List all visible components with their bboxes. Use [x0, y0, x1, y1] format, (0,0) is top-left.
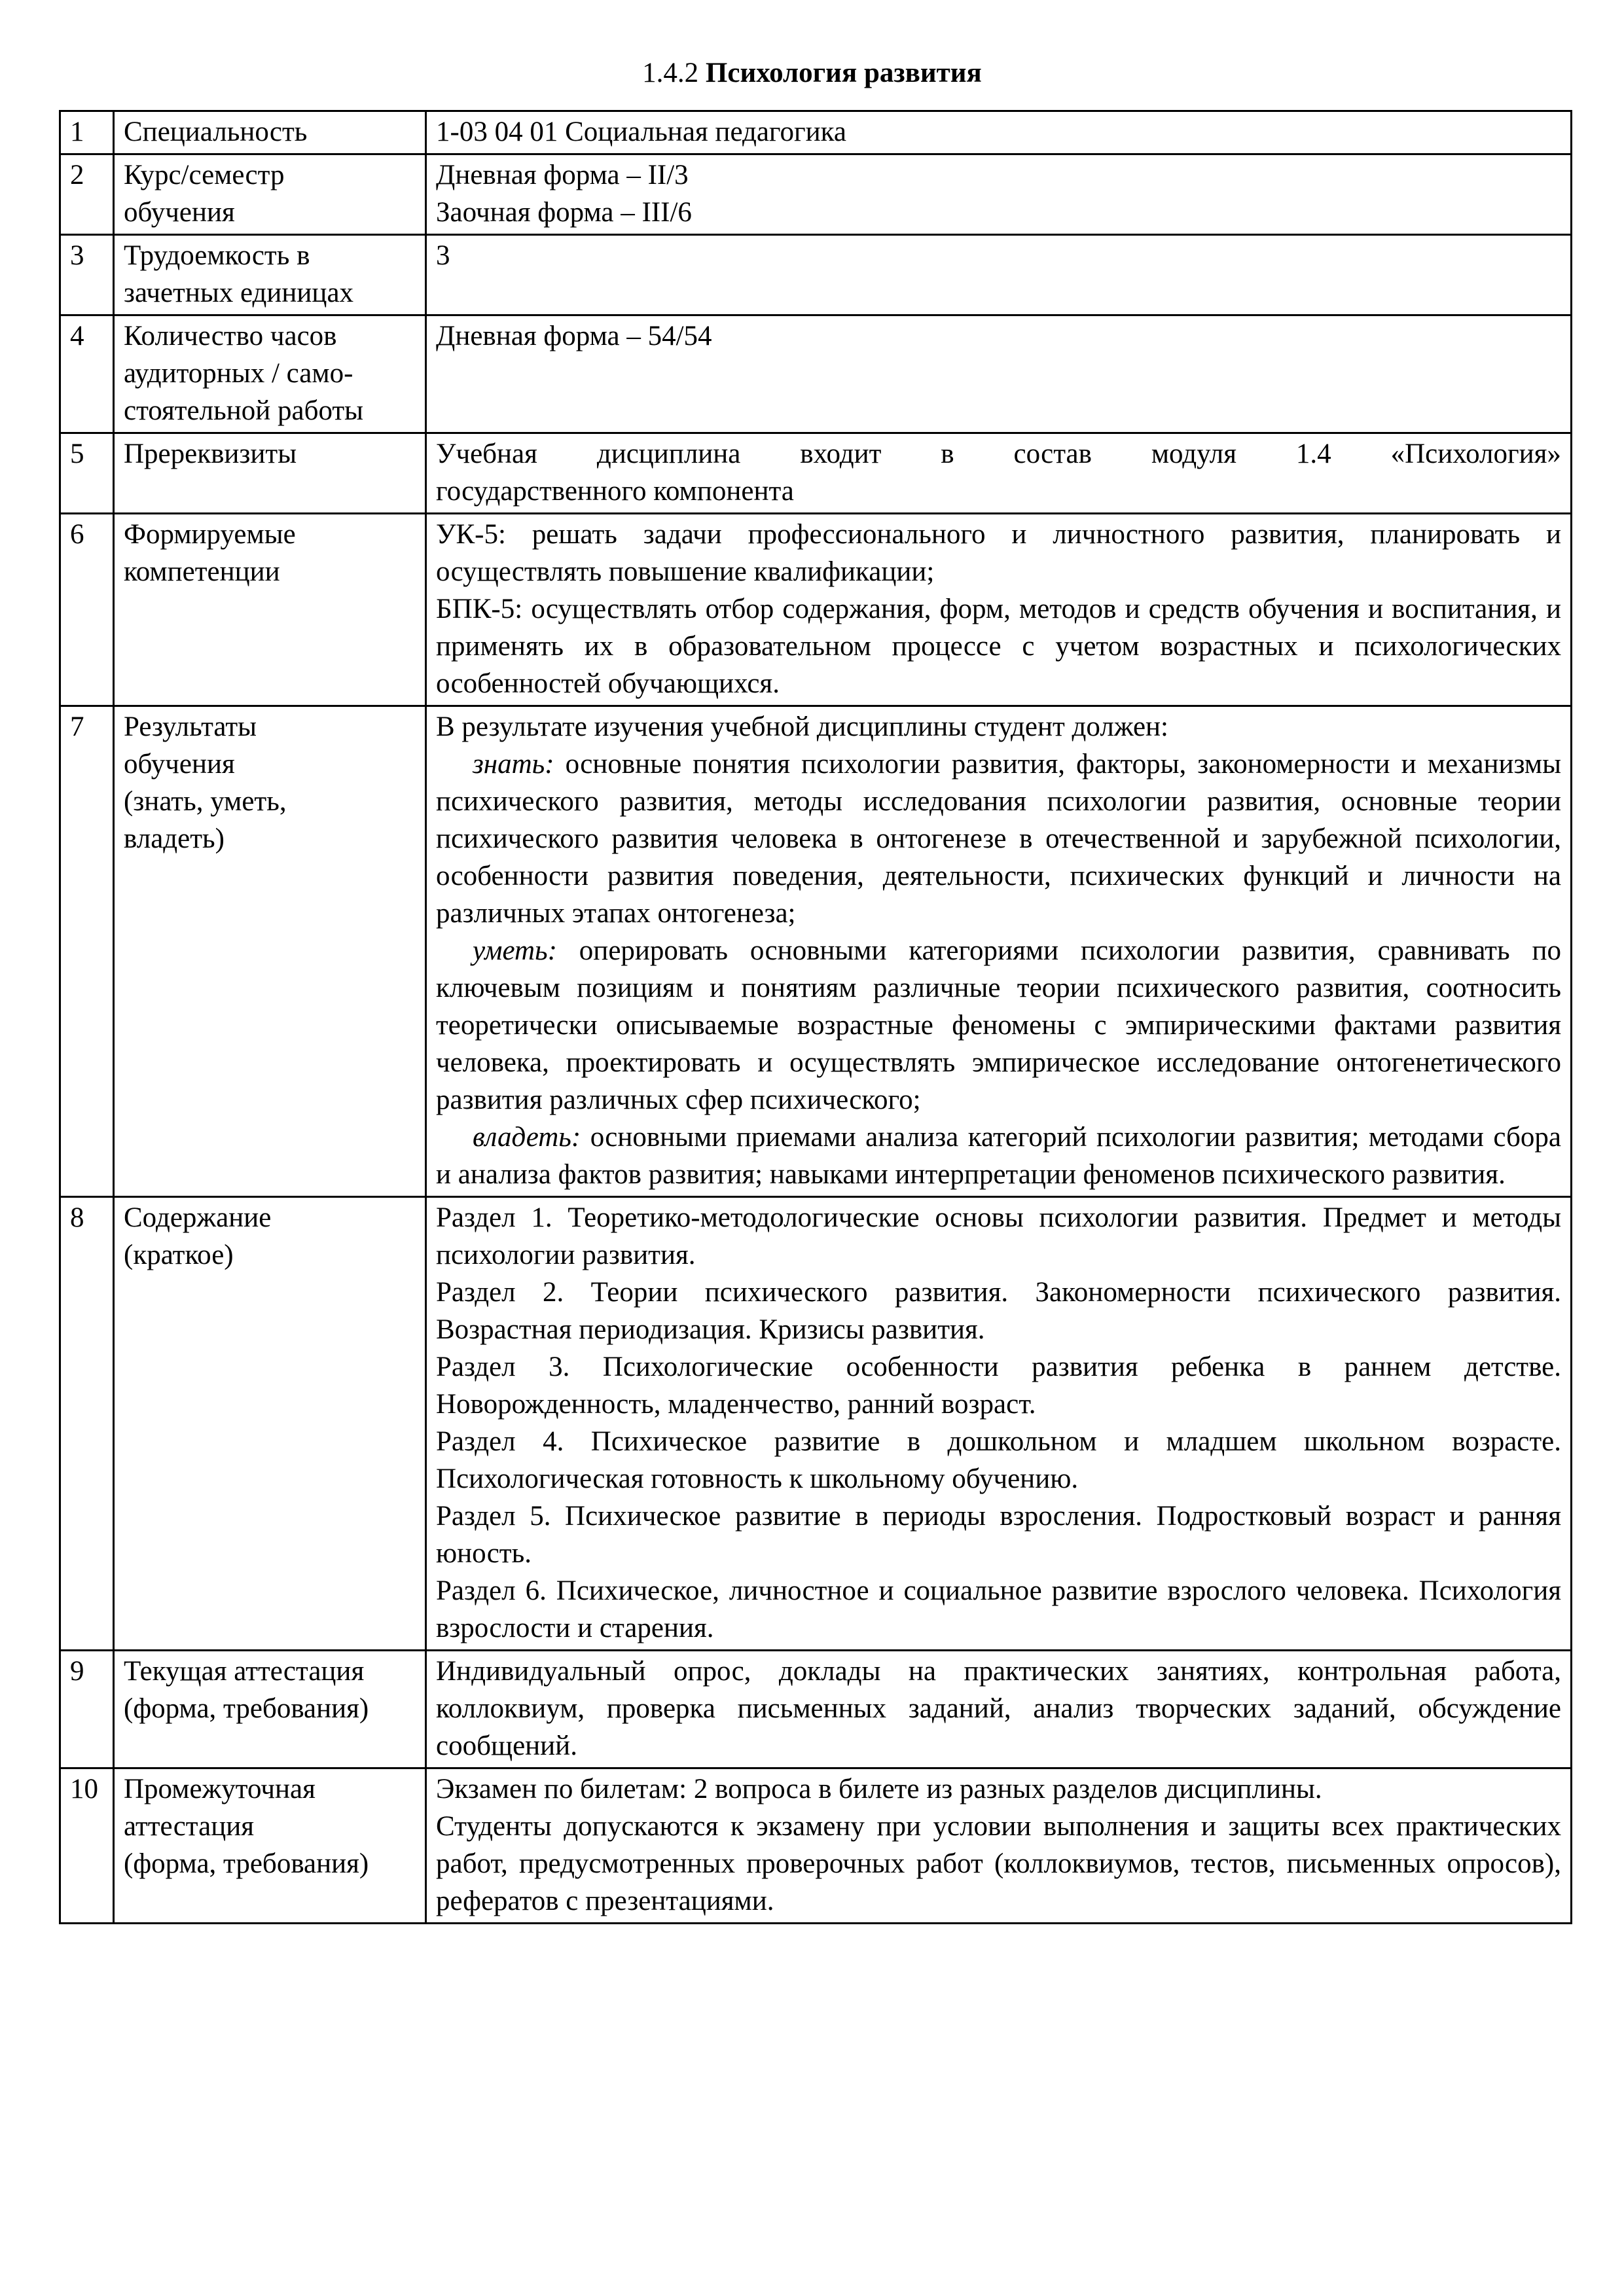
row-content: Дневная форма – II/3 Заочная форма – III/6: [426, 154, 1572, 235]
table-row: [60, 1651, 1572, 1768]
section-item: Раздел 6. Психическое, личностное и социальное развитие взрослого человека. Психология взрослости и старения.: [436, 1575, 1561, 1643]
section-title: [0, 54, 1624, 93]
row-content: 3: [426, 235, 1572, 315]
row-content: [426, 706, 1572, 1197]
row-label: Пререквизиты: [114, 433, 426, 514]
row-number: 4: [60, 315, 114, 433]
table-row: [60, 514, 1572, 706]
table-row: [60, 706, 1572, 1197]
section-number: 1.4.2: [642, 58, 699, 88]
row-label: Специальность: [114, 111, 426, 154]
row-label: Содержание (краткое): [114, 1197, 426, 1651]
table-row: [60, 1768, 1572, 1924]
section-item: Раздел 3. Психологические особенности развития ребенка в раннем детстве. Новорожденность, младенчество, ранний возраст.: [436, 1352, 1561, 1420]
results-know: знать: основные понятия психологии развития, факторы, закономерности и механизмы психического развития, методы исследования психологии развития, основные теории психического развития человека в онтогенезе в отечественной и зарубежной психологии, особенности развития поведения, деятельности, психических функций и личности на различных этапах онтогенеза;: [436, 749, 1561, 929]
row-content: Учебная дисциплина входит в состав модуля 1.4 «Психология» государственного компонента: [426, 433, 1572, 514]
section-item: Раздел 4. Психическое развитие в дошкольном и младшем школьном возрасте. Психологическая готовность к школьному обучению.: [436, 1426, 1561, 1494]
row-label: Трудоемкость в зачетных единицах: [114, 235, 426, 315]
section-name: Психология развития: [705, 58, 982, 88]
results-master: владеть: основными приемами анализа категорий психологии развития; методами сбора и анализа фактов развития; навыками интерпретации феноменов психического развития.: [436, 1122, 1561, 1190]
table-row: [60, 235, 1572, 315]
table-row: [60, 433, 1572, 514]
row-number: 10: [60, 1768, 114, 1924]
row-number: 6: [60, 514, 114, 706]
section-item: Раздел 5. Психическое развитие в периоды взросления. Подростковый возраст и ранняя юность.: [436, 1501, 1561, 1569]
row-number: 8: [60, 1197, 114, 1651]
section-item: Раздел 2. Теории психического развития. Закономерности психического развития. Возрастная периодизация. Кризисы развития.: [436, 1277, 1561, 1345]
row-content: [426, 514, 1572, 706]
row-content: Индивидуальный опрос, доклады на практических занятиях, контрольная работа, коллоквиум, проверка письменных заданий, анализ творческих заданий, обсуждение сообщений.: [426, 1651, 1572, 1768]
table-row: [60, 1197, 1572, 1651]
row-label: Текущая аттестация (форма, требования): [114, 1651, 426, 1768]
row-content: Дневная форма – 54/54: [426, 315, 1572, 433]
row-content: 1-03 04 01 Социальная педагогика: [426, 111, 1572, 154]
row-label: Формируемые компетенции: [114, 514, 426, 706]
table-row: [60, 111, 1572, 154]
row-number: 1: [60, 111, 114, 154]
table-row: [60, 154, 1572, 235]
row-number: 9: [60, 1651, 114, 1768]
row-label: Количество часов аудиторных / само- стоятельной работы: [114, 315, 426, 433]
row-number: 3: [60, 235, 114, 315]
section-item: Раздел 1. Теоретико-методологические основы психологии развития. Предмет и методы психологии развития.: [436, 1202, 1561, 1270]
row-number: 5: [60, 433, 114, 514]
row-content: Экзамен по билетам: 2 вопроса в билете из разных разделов дисциплины. Студенты допускаются к экзамену при условии выполнения и защиты всех практических работ, предусмотренных проверочных работ (коллоквиумов, тестов, письменных опросов), рефератов с презентациями.: [426, 1768, 1572, 1924]
competence-bpk5: БПК-5: осуществлять отбор содержания, форм, методов и средств обучения и воспитания, и применять их в образовательном процессе с учетом возрастных и психологических особенностей обучающихся.: [436, 594, 1561, 699]
competence-uk5: УК-5: решать задачи профессионального и личностного развития, планировать и осуществлять повышение квалификации;: [436, 519, 1561, 587]
row-number: 7: [60, 706, 114, 1197]
results-can: уметь: оперировать основными категориями психологии развития, сравнивать по ключевым позициям и понятиям различные теории психического развития, соотносить теоретически описываемые возрастные феномены с эмпирическими фактами развития человека, проектировать и осуществлять эмпирическое исследование онтогенетического развития различных сфер психического;: [436, 935, 1561, 1115]
row-label: Результаты обучения (знать, уметь, владеть): [114, 706, 426, 1197]
row-label: Курс/семестр обучения: [114, 154, 426, 235]
row-content: [426, 1197, 1572, 1651]
syllabus-table: [59, 110, 1572, 1924]
table-row: [60, 315, 1572, 433]
row-number: 2: [60, 154, 114, 235]
results-intro: В результате изучения учебной дисциплины студент должен:: [436, 711, 1169, 742]
prerequisite-line: Учебная дисциплина входит в состав модуля 1.4 «Психология»: [436, 439, 1561, 469]
row-label: Промежуточная аттестация (форма, требования): [114, 1768, 426, 1924]
